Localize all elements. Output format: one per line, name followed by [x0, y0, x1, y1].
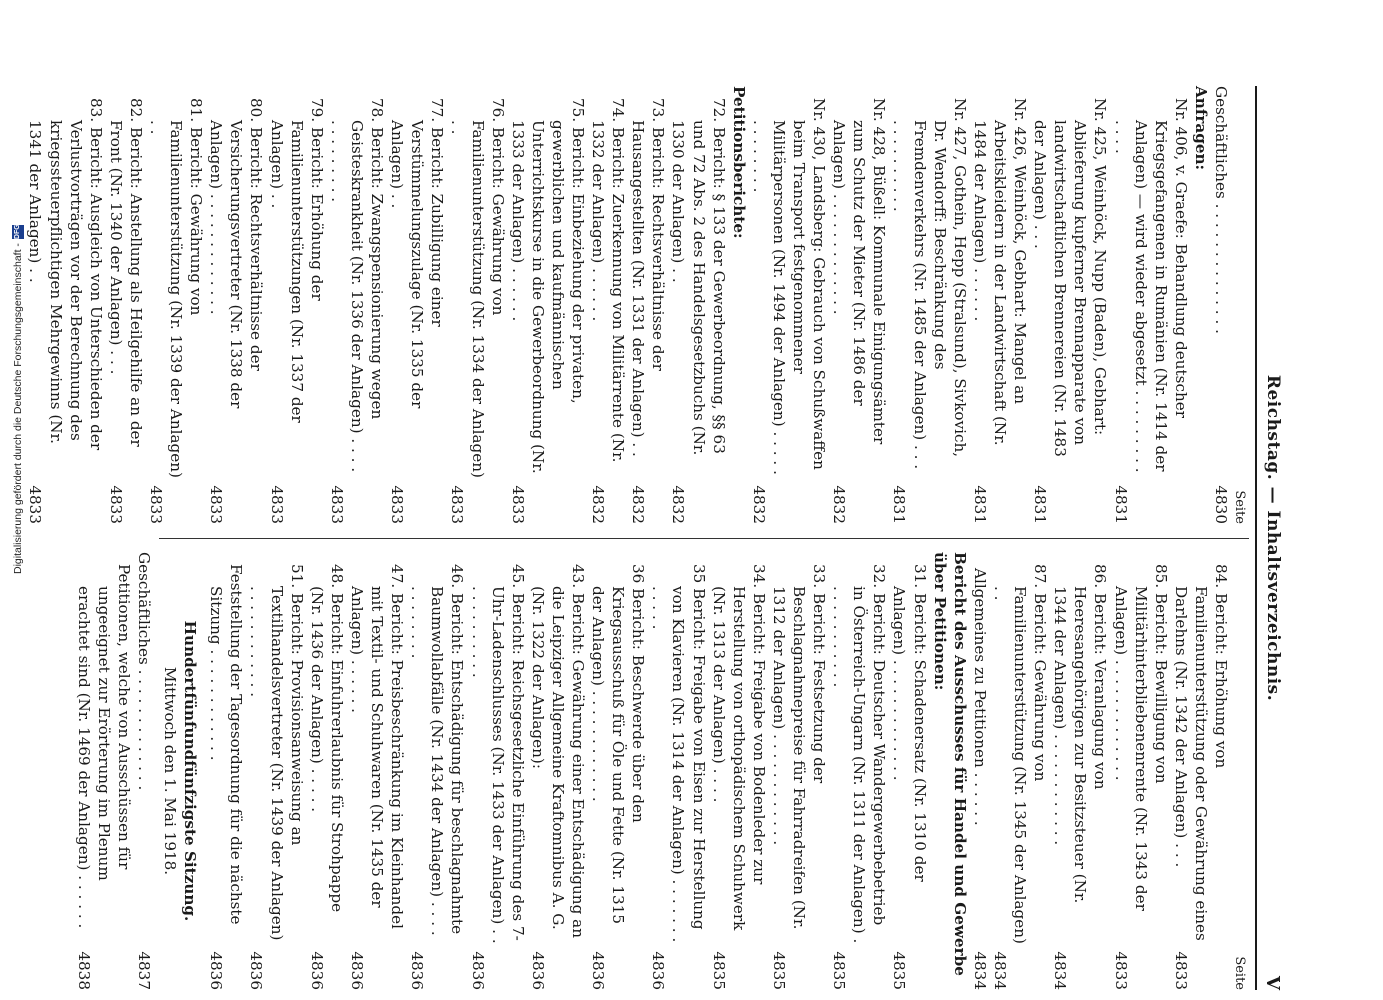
entry-page: 4837 — [135, 951, 154, 990]
toc-entry — [1211, 86, 1231, 524]
entry-page: 4833 — [448, 485, 467, 524]
seite-label: Seite — [1232, 490, 1247, 524]
entry-text: 35 Bericht: Freigabe von Eisen zur Herstellung von Klavieren (Nr. 1314 der Anlagen) . . . . . . . . . . . . — [649, 564, 708, 943]
entry-text: 78. Bericht: Zwangspensionierung wegen Geisteskrankheit (Nr. 1336 der Anlagen) . . . . . . . . . . . . . — [327, 98, 387, 473]
entry-page: 4835 — [890, 951, 909, 990]
section-heading-handel: Bericht des Ausschusses für Handel und Gewerbe über Petitionen: — [930, 552, 969, 976]
entry-page: 4836 — [408, 951, 427, 990]
entry-page: 4833 — [267, 485, 286, 524]
entry-text: Petitionen, welche von Ausschüssen für ungeeignet zur Erörterung im Plenum erachtet sind (Nr. 1469 der Anlagen) . . . . . . — [74, 564, 133, 929]
entry-text: 31. Bericht: Schadenersatz (Nr. 1310 der Anlagen) . . . . . . . . . . . . . — [890, 564, 929, 882]
entry-page: 4831 — [1031, 485, 1050, 524]
entry-page: 4833 — [26, 485, 45, 524]
entry-text: Nr. 428, Büßell: Kommunale Einigungsämter zum Schutz der Mieter (Nr. 1486 der Anlagen) . . . . . . . . . . . . . — [830, 98, 889, 445]
header-title: Reichstag. — Inhaltsverzeichnis. — [1263, 374, 1283, 702]
entry-page: 4836 — [528, 951, 547, 990]
entry-text: 47. Bericht: Preisbeschränkung im Kleinhandel mit Textil- und Schuhwaren (Nr. 1435 der Anlagen) . . . . . . — [347, 564, 407, 930]
toc-entry — [628, 86, 668, 524]
entry-page: 4836 — [307, 951, 326, 990]
toc-entry — [206, 86, 266, 524]
toc-entry — [134, 552, 154, 990]
entry-text: 36 Bericht: Beschwerde über den Kriegsausschuß für Öle und Fette (Nr. 1315 der Anlagen) . . . . . . . . . . . . — [589, 564, 648, 924]
right-column — [74, 552, 1249, 990]
entry-page: 4833 — [508, 485, 527, 524]
entry-page: 4831 — [1111, 485, 1130, 524]
entry-text: Feststellung der Tagesordnung für die nächste Sitzung . . . . . . . . . . . . — [207, 564, 246, 925]
toc-entry — [267, 86, 327, 524]
session-title: Hundertfünfundfünfzigste Sitzung. — [181, 620, 200, 922]
toc-entry — [327, 86, 387, 524]
column-divider — [159, 538, 1249, 539]
entry-text: 79. Bericht: Erhöhung der Familienunterstützungen (Nr. 1337 der Anlagen) . . — [267, 98, 326, 423]
toc-entry — [709, 552, 769, 990]
toc-entry — [990, 552, 1050, 990]
entry-text: 83. Bericht: Ausgleich von Unterschieden der Verlustvorträgen vor der Berechnung des kriegssteuerpflichtigen Mehrgewinns (Nr. 1341 der Anlagen) . . — [26, 98, 105, 451]
entry-page: 4832 — [830, 485, 849, 524]
toc-entry — [206, 552, 246, 990]
entry-page: 4832 — [749, 485, 768, 524]
toc-entry — [588, 552, 648, 990]
toc-entry — [1171, 552, 1231, 990]
entry-page: 4833 — [388, 485, 407, 524]
toc-entry — [74, 552, 134, 990]
entry-page: 4838 — [74, 951, 93, 990]
entry-text: 45. Bericht: Reichsgesetzliche Einführung des 7-Uhr-Ladenschlusses (Nr. 1433 der Anlagen) . . . . . . . . . . . . — [468, 564, 527, 944]
entry-text: 81. Bericht: Gewährung von Familienunterstützung (Nr. 1339 der Anlagen) . . — [147, 98, 206, 478]
page-number: V — [1262, 976, 1283, 990]
entry-page: 4836 — [468, 951, 487, 990]
entry-text: 33. Bericht: Festsetzung der Beschlagnahmepreise für Fahrradreifen (Nr. 1312 der Anlagen) . . . . . . . . . . . . — [769, 564, 829, 930]
toc-entry — [25, 86, 105, 524]
left-column — [26, 86, 1249, 524]
entry-page: 4835 — [830, 951, 849, 990]
entry-text: 84. Bericht: Erhöhung von Familienunterstützung oder Gewährung eines Darlehns (Nr. 1342 der Anlagen) . . . — [1171, 564, 1230, 941]
document-page — [26, 76, 1283, 1000]
entry-page: 4836 — [247, 951, 266, 990]
footer-text: Digitalisierung gefördert durch die Deutsche Forschungsgemeinschaft - — [12, 243, 24, 574]
toc-entry — [829, 86, 889, 524]
toc-entry — [648, 552, 708, 990]
entry-text: Nr. 425, Weinhöck, Nupp (Baden), Gebhart: Ablieferung kupferner Brennapparate von landwirtschaftlichen Brennereien (Nr. 1483 der Anlagen) . . . — [1031, 98, 1110, 457]
entry-text: 73. Bericht: Rechtsverhältnisse der Hausangestellten (Nr. 1331 der Anlagen) . . — [629, 98, 668, 457]
entry-text: 77. Bericht: Zubilligung einer Verstümmelungszulage (Nr. 1335 der Anlagen) . . — [388, 98, 447, 409]
toc-entry — [467, 552, 527, 990]
toc-entry — [970, 86, 1030, 524]
entry-page: 4835 — [709, 951, 728, 990]
toc-entry — [889, 552, 929, 990]
entry-page: 4834 — [970, 951, 989, 990]
entry-text: 76. Bericht: Gewährung von Familienunterstützung (Nr. 1334 der Anlagen) . . — [448, 98, 507, 478]
toc-entry — [106, 86, 146, 524]
toc-entry — [407, 552, 467, 990]
toc-entry — [387, 86, 447, 524]
toc-entry — [889, 86, 969, 524]
toc-entry — [347, 552, 407, 990]
toc-entry — [447, 86, 507, 524]
entry-page: 4831 — [890, 485, 909, 524]
entry-text: 82. Bericht: Anstellung als Heilgehilfe an der Front (Nr. 1340 der Anlagen) . . . — [106, 98, 145, 447]
entry-text: 51. Bericht: Provisionsanweisung an Textilhandelsvertreter (Nr. 1439 der Anlagen) . . . . . . . . . . . . — [247, 564, 306, 941]
entry-text: Allgemeines zu Petitionen . . . . . . — [970, 568, 989, 826]
entry-text: Nr. 430, Landsberg: Gebrauch von Schußwaffen beim Transport festgenommener Militärpersonen (Nr. 1494 der Anlagen) . . . . . . . . . . . . . — [749, 98, 829, 475]
entry-page: 4832 — [629, 485, 648, 524]
toc-entry — [829, 552, 889, 990]
entry-page: 4831 — [970, 485, 989, 524]
section-heading-petitionsberichte: Petitionsberichte: — [729, 86, 748, 239]
seite-label: Seite — [1232, 956, 1247, 990]
entry-page: 4833 — [327, 485, 346, 524]
entry-text: Nr. 426, Weinhöck, Gebhart: Mangel an Arbeitskleidern in der Landwirtschaft (Nr. 1484 der Anlagen) . . . . . . — [970, 98, 1030, 446]
toc-entry — [307, 552, 347, 990]
entry-text: 75. Bericht: Einbeziehung der privaten, gewerblichen und kaufmännischen Unterrichtskurse in die Gewerbeordnung (Nr. 1333 der Anlagen) . . . . . . — [508, 98, 587, 474]
entry-page: 4836 — [649, 951, 668, 990]
toc-entry — [246, 552, 306, 990]
toc-entry — [1050, 552, 1110, 990]
entry-page: 4836 — [347, 951, 366, 990]
entry-text: Nr. 427, Gothein, Hepp (Stralsund), Sivkovich, Dr. Wendorff: Beschränkung des Fremdenverkehrs (Nr. 1485 der Anlagen) . . . . . . . . . . . . . — [890, 98, 969, 470]
entry-page: 4834 — [990, 951, 1009, 990]
entry-text: Geschäftliches . . . . . . . . . . . . . . — [1212, 86, 1230, 334]
entry-page: 4832 — [669, 485, 688, 524]
entry-page: 4833 — [1171, 951, 1190, 990]
entry-page: 4833 — [207, 485, 226, 524]
toc-entry — [769, 552, 829, 990]
toc-entry — [970, 552, 990, 990]
page-header — [1255, 86, 1283, 990]
toc-entry — [588, 86, 628, 524]
toc-entry — [1110, 552, 1170, 990]
digitization-footer — [8, 174, 28, 574]
entry-page: 4834 — [1051, 951, 1070, 990]
entry-page: 4833 — [1111, 951, 1130, 990]
entry-page: 4833 — [106, 485, 125, 524]
entry-text: 87. Bericht: Gewährung von Familienunterstützung (Nr. 1345 der Anlagen) . . — [990, 564, 1050, 944]
toc-entry — [528, 552, 588, 990]
section-heading-anfragen: Anfragen: — [1191, 86, 1210, 171]
entry-text: 32. Bericht: Deutscher Wandergewerbebetrieb in Österreich-Ungarn (Nr. 1311 der Anlagen) . . . . . . . . . . . . — [830, 564, 889, 944]
entry-text: 72. Bericht: § 133 der Gewerbeordnung, §§ 63 und 72 Abs. 2 des Handelsgesetzbuchs (Nr. 1330 der Anlagen) . . — [669, 98, 728, 456]
entry-page: 4836 — [589, 951, 608, 990]
entry-page: 4833 — [147, 485, 166, 524]
entry-text: 43. Bericht: Gewährung einer Entschädigung an die Leipziger Allgemeine Kraftomnibus A. G. (Nr. 1322 der Anlagen): — [528, 564, 587, 938]
session-date: Mittwoch den 1. Mai 1918. — [161, 666, 180, 876]
toc-entry — [749, 86, 829, 524]
entry-page: 4832 — [589, 485, 608, 524]
entry-text: 86. Bericht: Veranlagung von Heeresangehörigen zur Besitzsteuer (Nr. 1344 der Anlagen) . . . . . . . . . . . . — [1051, 564, 1110, 904]
entry-text: 80. Bericht: Rechtsverhältnisse der Versicherungsvertreter (Nr. 1338 der Anlagen) . . . . . . . . . . . . . — [207, 98, 266, 409]
entry-page: 4836 — [207, 951, 226, 990]
dfg-logo-icon: DFG — [12, 225, 24, 239]
entry-text: Geschäftliches . . . . . . . . . . . . . — [135, 552, 154, 791]
toc-entry — [508, 86, 588, 524]
entry-text: 46. Bericht: Entschädigung für beschlagnahmte Baumwollabfälle (Nr. 1434 der Anlagen) . . . . . . . . . . . . — [408, 564, 467, 936]
toc-entry — [1030, 86, 1110, 524]
entry-text: 74. Bericht: Zuerkennung von Militärrente (Nr. 1332 der Anlagen) . . . . . . — [589, 98, 628, 463]
toc-entry — [1110, 86, 1190, 524]
toc-entry — [146, 86, 206, 524]
entry-text: Nr. 406, v. Graefe: Behandlung deutscher Kriegsgefangenen in Rumänien (Nr. 1414 der Anlagen) — wird wieder abgesetzt . . . . . . . . . . . . . — [1111, 98, 1190, 473]
entry-page: 4830 — [1212, 485, 1230, 524]
entry-text: 85. Bericht: Bewilligung von Militärhinterbliebenenrente (Nr. 1343 der Anlagen) . . . . . . . . . . . . . — [1111, 564, 1170, 911]
entry-page: 4835 — [769, 951, 788, 990]
entry-text: 48. Bericht: Einfuhrerlaubnis für Strohpappe (Nr. 1436 der Anlagen) . . . . . — [307, 564, 346, 913]
toc-entry — [668, 86, 728, 524]
entry-text: 34. Bericht: Freigabe von Bodenleder zur Herstellung von orthopädischem Schuhwerk (Nr. 1313 der Anlagen) . . . . — [709, 564, 768, 931]
